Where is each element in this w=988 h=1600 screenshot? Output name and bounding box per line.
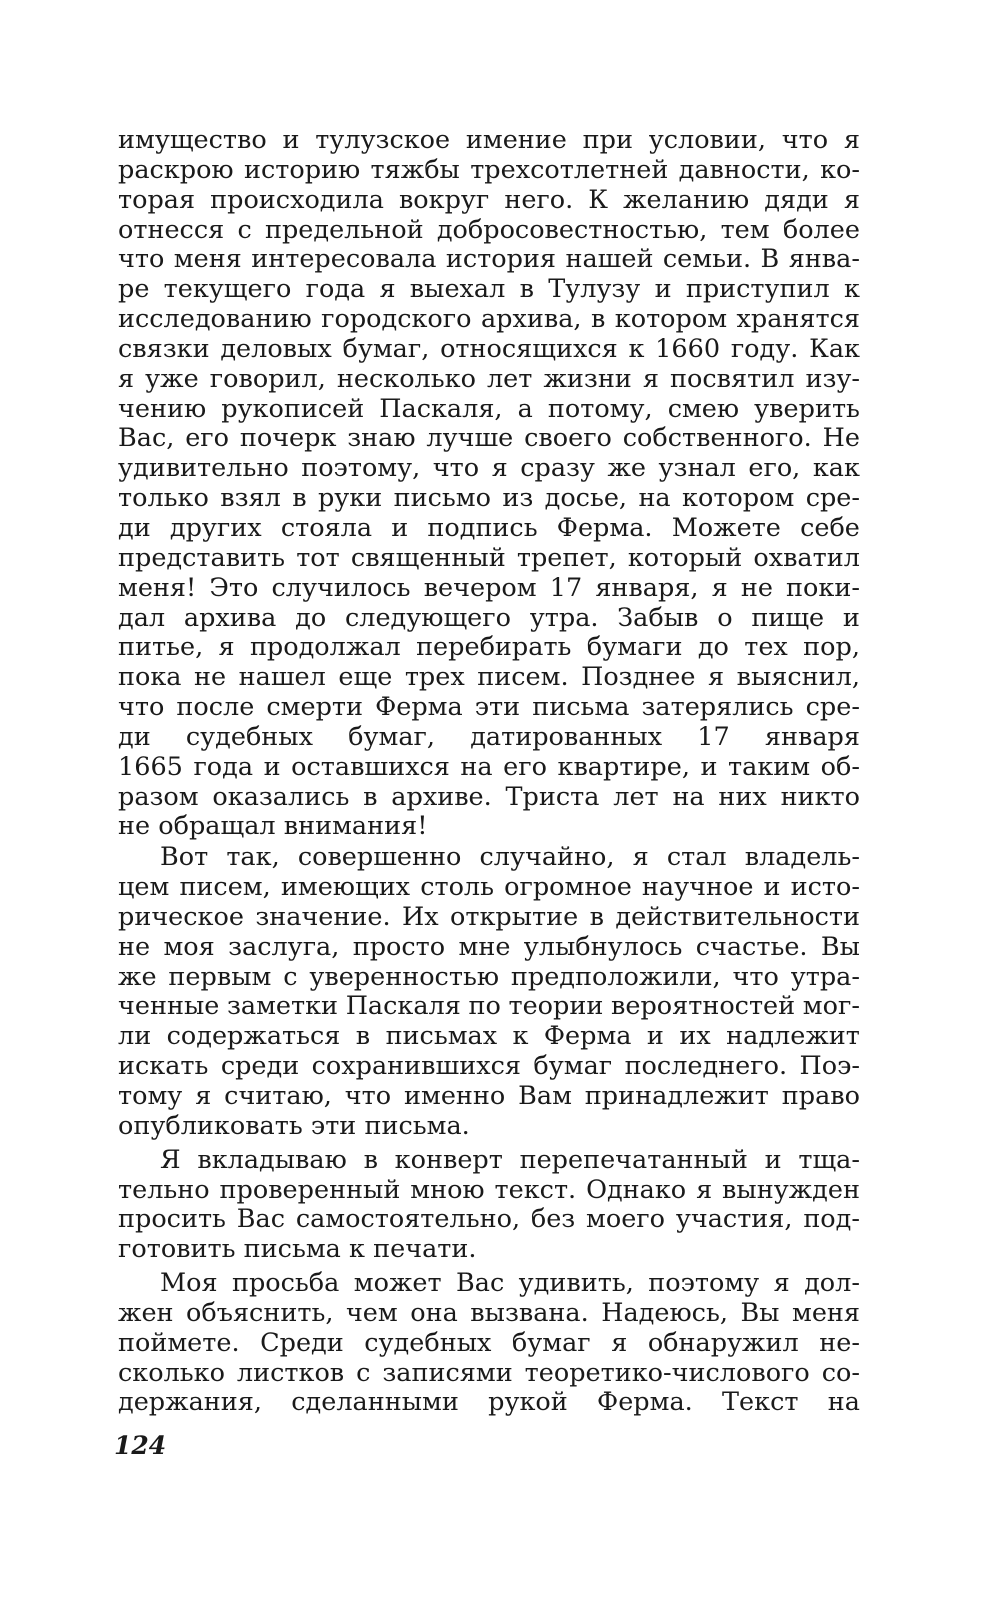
text-line: же первым с уверенностью предположили, что утра-: [118, 962, 860, 992]
text-line: раскрою историю тяжбы трехсотлетней давности, ко-: [118, 155, 860, 185]
text-line: искать среди сохранившихся бумаг последнего. Поэ-: [118, 1052, 860, 1082]
text-line: исследованию городского архива, в котором хранятся: [118, 305, 860, 335]
text-line: я уже говорил, несколько лет жизни я посвятил изу-: [118, 364, 860, 394]
page-number: 124: [114, 1431, 167, 1460]
text-line: тому я считаю, что именно Вам принадлежит право: [118, 1082, 860, 1111]
text-line: просить Вас самостоятельно, без моего участия, под-: [118, 1205, 860, 1235]
text-line: ди судебных бумаг, датированных 17 января: [118, 722, 860, 752]
text-line: разом оказались в архиве. Триста лет на них никто: [118, 782, 860, 812]
text-line: Вот так, совершенно случайно, я стал владель-: [160, 843, 860, 873]
text-line: не обращал внимания!: [118, 812, 428, 842]
text-line: Моя просьба может Вас удивить, поэтому я дол-: [160, 1269, 860, 1299]
text-line: Я вкладываю в конверт перепечатанный и тща-: [160, 1145, 860, 1175]
text-line: рическое значение. Их открытие в действительности: [118, 902, 860, 932]
text-line: жен объяснить, чем она вызвана. Надеюсь, Вы меня: [118, 1298, 860, 1328]
page-body-text: [118, 126, 860, 1418]
text-line: чению рукописей Паскаля, а потому, смею уверить: [118, 394, 860, 424]
text-line: опубликовать эти письма.: [118, 1111, 470, 1141]
text-line: торая происходила вокруг него. К желанию дяди я: [118, 185, 860, 215]
text-line: не моя заслуга, просто мне улыбнулось счастье. Вы: [118, 932, 860, 962]
text-line: только взял в руки письмо из досье, на котором сре-: [118, 484, 860, 514]
text-line: поймете. Среди судебных бумаг я обнаружил не-: [118, 1328, 860, 1358]
text-line: 1665 года и оставшихся на его квартире, и таким об-: [118, 752, 860, 782]
text-line: сколько листков с записями теоретико-числового со-: [118, 1358, 860, 1388]
text-line: пока не нашел еще трех писем. Позднее я выяснил,: [118, 663, 860, 693]
text-line: ре текущего года я выехал в Тулузу и приступил к: [118, 275, 860, 305]
text-line: ченные заметки Паскаля по теории вероятностей мог-: [118, 992, 860, 1022]
text-line: дал архива до следующего утра. Забыв о пище и: [118, 603, 860, 633]
text-line: держания, сделанными рукой Ферма. Текст на: [118, 1388, 860, 1418]
text-line: представить тот священный трепет, который охватил: [118, 543, 860, 573]
text-line: имущество и тулузское имение при условии, что я: [118, 126, 860, 155]
text-line: питье, я продолжал перебирать бумаги до тех пор,: [118, 633, 860, 663]
text-line: ди других стояла и подпись Ферма. Можете себе: [118, 513, 860, 543]
text-line: готовить письма к печати.: [118, 1235, 477, 1265]
text-line: цем писем, имеющих столь огромное научное и исто-: [118, 873, 860, 903]
text-line: ли содержаться в письмах к Ферма и их надлежит: [118, 1022, 860, 1052]
text-line: меня! Это случилось вечером 17 января, я не поки-: [118, 573, 860, 603]
text-line: связки деловых бумаг, относящихся к 1660 году. Как: [118, 334, 860, 364]
text-line: удивительно поэтому, что я сразу же узнал его, как: [118, 454, 860, 484]
text-line: тельно проверенный мною текст. Однако я вынужден: [118, 1175, 860, 1205]
text-line: отнесся с предельной добросовестностью, тем более: [118, 215, 860, 245]
text-line: Вас, его почерк знаю лучше своего собственного. Не: [118, 424, 860, 454]
text-line: что меня интересовала история нашей семьи. В янва-: [118, 245, 860, 275]
text-line: что после смерти Ферма эти письма затерялись сре-: [118, 693, 860, 723]
